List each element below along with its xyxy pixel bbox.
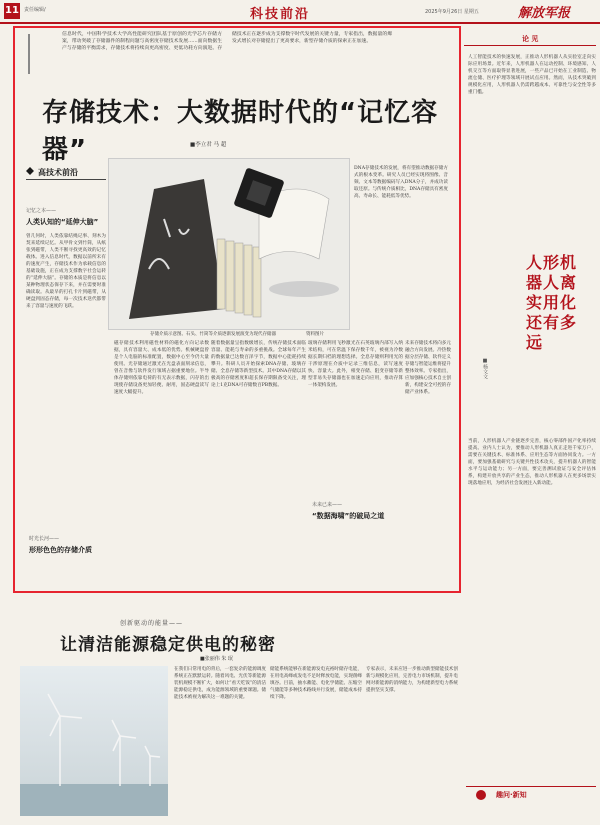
left-subhead: 人类认知的“延伸大脑”	[26, 218, 99, 226]
sidebar-headline: 人形机器人离实用化还有多远	[526, 253, 578, 352]
body-column-4: 未来存储技术将向多元融合方向发展。冷热数据分层存储、软件定义存储与智能运维将提升整体效率。专家指出，应加强核心技术自主创新，构建安全可控的存储产业体系。	[405, 341, 451, 395]
storage-media-illustration	[109, 159, 350, 330]
bottom-column-3: 专家表示，未来应进一步推动新型储能技术创新与规模化应用，完善电力市场机制，提升电网对新能源的消纳能力，为构建新型电力系统提供坚实支撑。	[366, 667, 458, 693]
mid-subhead: 形形色色的存储介质	[29, 546, 92, 554]
date-line: 2025年9月26日 星期五	[425, 9, 479, 15]
left-body: 曾几何时，人类依靠结绳记事、刻木为契来延续记忆。从甲骨文到竹简，从纸张到磁带，人类不断寻找更高效的记忆载体。进入信息时代，数据以前所未有的速度产生，存储技术作为承载信息的基础设施，正在成为支撑数字社会运转的“延伸大脑”。存储的本质是将信息以某种物理状态保存下来，并在需要时准确读取。从最早的打孔卡片到磁带，从硬盘到固态存储，每一次技术迭代都带来了容量与速度的飞跃。	[26, 234, 106, 309]
mid-kicker: 时光长河——	[29, 536, 60, 542]
headline: 存储技术：大数据时代的“记忆容器”	[42, 98, 439, 165]
sidebar-label-text: 论 见	[522, 35, 539, 43]
diamond-icon	[26, 167, 34, 175]
lead-text: 信息时代，中国科学技术大学高性能研究团队基于原创的光学芯片存储方案，带动突破了存储器件的制程问题与高密度存储技术发展……面向数据生产与存储的平衡需求，存储技术将持续向更高密度、更低功耗方向演进。存储技术正在逐步成为支撑数字时代发展的关键力量，专家指出，数据量的爆发式增长对存储提出了更高要求，新型存储介质的探索正在加速。	[62, 32, 392, 51]
image-caption: 存储介质示意图。石头、竹简等介质逐渐发展演变为现代存储器	[150, 332, 276, 337]
lead-decoration	[28, 34, 52, 74]
byline: ■李立君 马 超	[190, 142, 227, 148]
page-number: 11	[4, 3, 20, 19]
inner-subhead-block	[312, 501, 406, 521]
bottom-column-2: 储能系统能够在新能源发电充裕时储存电能，在用电高峰或发电不足时释放电能，实现削峰填谷。目前，抽水蓄能、电化学储能、压缩空气储能等多种技术路线并行发展，储能成本持续下降。	[270, 667, 362, 700]
editor-line: 责任编辑/	[24, 7, 46, 13]
body-column-3: 玻璃存储利用飞秒激光在石英玻璃内部写入纳米结构，可在常温下保存数千年，被视为冷数据长期归档的理想选择。全息存储则利用光的干涉原理在介质中记录三维信息，读写速度快、容量大。此外，相变存储、阻变存储等新型非易失存储器也在加速走向应用，推动存算一体架构发展。	[308, 341, 403, 388]
bamboo-slips-icon	[217, 239, 261, 317]
news-section-bar	[466, 786, 596, 804]
bulb-icon	[476, 790, 486, 800]
bottom-column-1: 在我们日常用电的背后，一套复杂的能源调度系统正在默默运转。随着风电、光伏等新能源装机规模不断扩大，如何让“看天吃饭”的清洁能源稳定供电，成为能源领域的重要课题。储能技术被视为解决这一难题的关键。	[174, 667, 266, 700]
section-title: 科技前沿	[250, 7, 311, 22]
body-column-2: 随着数据量呈指数级增长，传统存储技术面临容量、能耗与寿命的多重挑战。全球每年产生的数据量已达数百泽字节，数据中心能耗持续攀升。科研人员开始探索DNA存储、玻璃存储、全息存储等新型技术。其中DNA存储以其极高的存储密度和超长保存期限备受关注，理论上1克DNA可存储数百PB数据。	[211, 341, 306, 388]
left-column	[26, 207, 106, 489]
right-top-column: DNA存储技术的发展，将有望推动数据存储方式的根本变革。研究人员已经实现将图像、音频、文本等数据编码写入DNA分子，并成功读取还原。与传统介质相比，DNA存储具有密度高、寿命长、能耗低等优势。	[354, 166, 448, 199]
bottom-headline: 让清洁能源稳定供电的秘密	[60, 635, 276, 655]
column-label	[26, 164, 106, 182]
left-kicker: 记忆之本——	[26, 208, 57, 214]
column-label-text: 高技术前沿	[38, 168, 78, 177]
body-column-1: 磁存储技术利用磁性材料的磁化方向记录数据，具有容量大、成本低的优势。机械硬盘曾是个人电脑的标准配置，数据中心至今仍大量使用。光存储通过激光在光盘表面刻录信息，曾在音像与软件发行领域占据重要地位。半导体存储则依靠电荷的有无表示数据，闪存的出现使存储设备更加轻便、耐用，固态硬盘读写速度大幅提升。	[114, 341, 209, 395]
masthead-rule	[0, 22, 600, 24]
sidebar-text: 人工智能技术的快速发展，正推动人形机器人从实验室走向实际应用场景。近年来，人形机器人在运动控制、环境感知、人机交互等方面取得显著进展，一些产品已开始在工业制造、物流仓储、医疗护理等领域开展试点应用。然而，从技术突破到规模化应用，人形机器人仍需跨越成本、可靠性与安全性等多重门槛。	[468, 55, 596, 95]
sidebar-author: ■杨文文	[482, 358, 488, 379]
inner-kicker: 未来已来——	[312, 502, 343, 508]
brand-logo: 解放军报	[518, 6, 571, 21]
column-label-rule	[26, 179, 106, 180]
bottom-byline: ■张丽伟 朱 珉	[200, 656, 233, 662]
wind-turbine-icon	[20, 666, 168, 816]
news-section-label: 趣问·新知	[496, 791, 527, 799]
illustration	[108, 158, 350, 330]
wind-turbine-photo	[20, 666, 168, 816]
mid-subhead-block	[29, 535, 109, 555]
sidebar	[464, 28, 596, 598]
image-source: 资料图片	[306, 332, 324, 337]
bottom-kicker: 创新驱动的能量——	[120, 620, 184, 627]
inner-subhead: “数据海啸”的破局之道	[312, 512, 385, 520]
sidebar-label	[464, 34, 596, 46]
sidebar-text-2: 当前，人形机器人产业链逐步完善，核心零部件国产化率持续提高。业内人士认为，要推动人形机器人真正走进千家万户，需要在关键技术、标准体系、应用生态等方面协同发力。一方面，要加强基础研究与关键共性技术攻关，提升机器人的智能水平与运动能力；另一方面，要完善测试验证与安全评估体系，构建开放共享的产业生态，推动人形机器人在更多场景实现落地应用，为经济社会发展注入新动能。	[468, 439, 596, 486]
masthead	[0, 0, 600, 24]
